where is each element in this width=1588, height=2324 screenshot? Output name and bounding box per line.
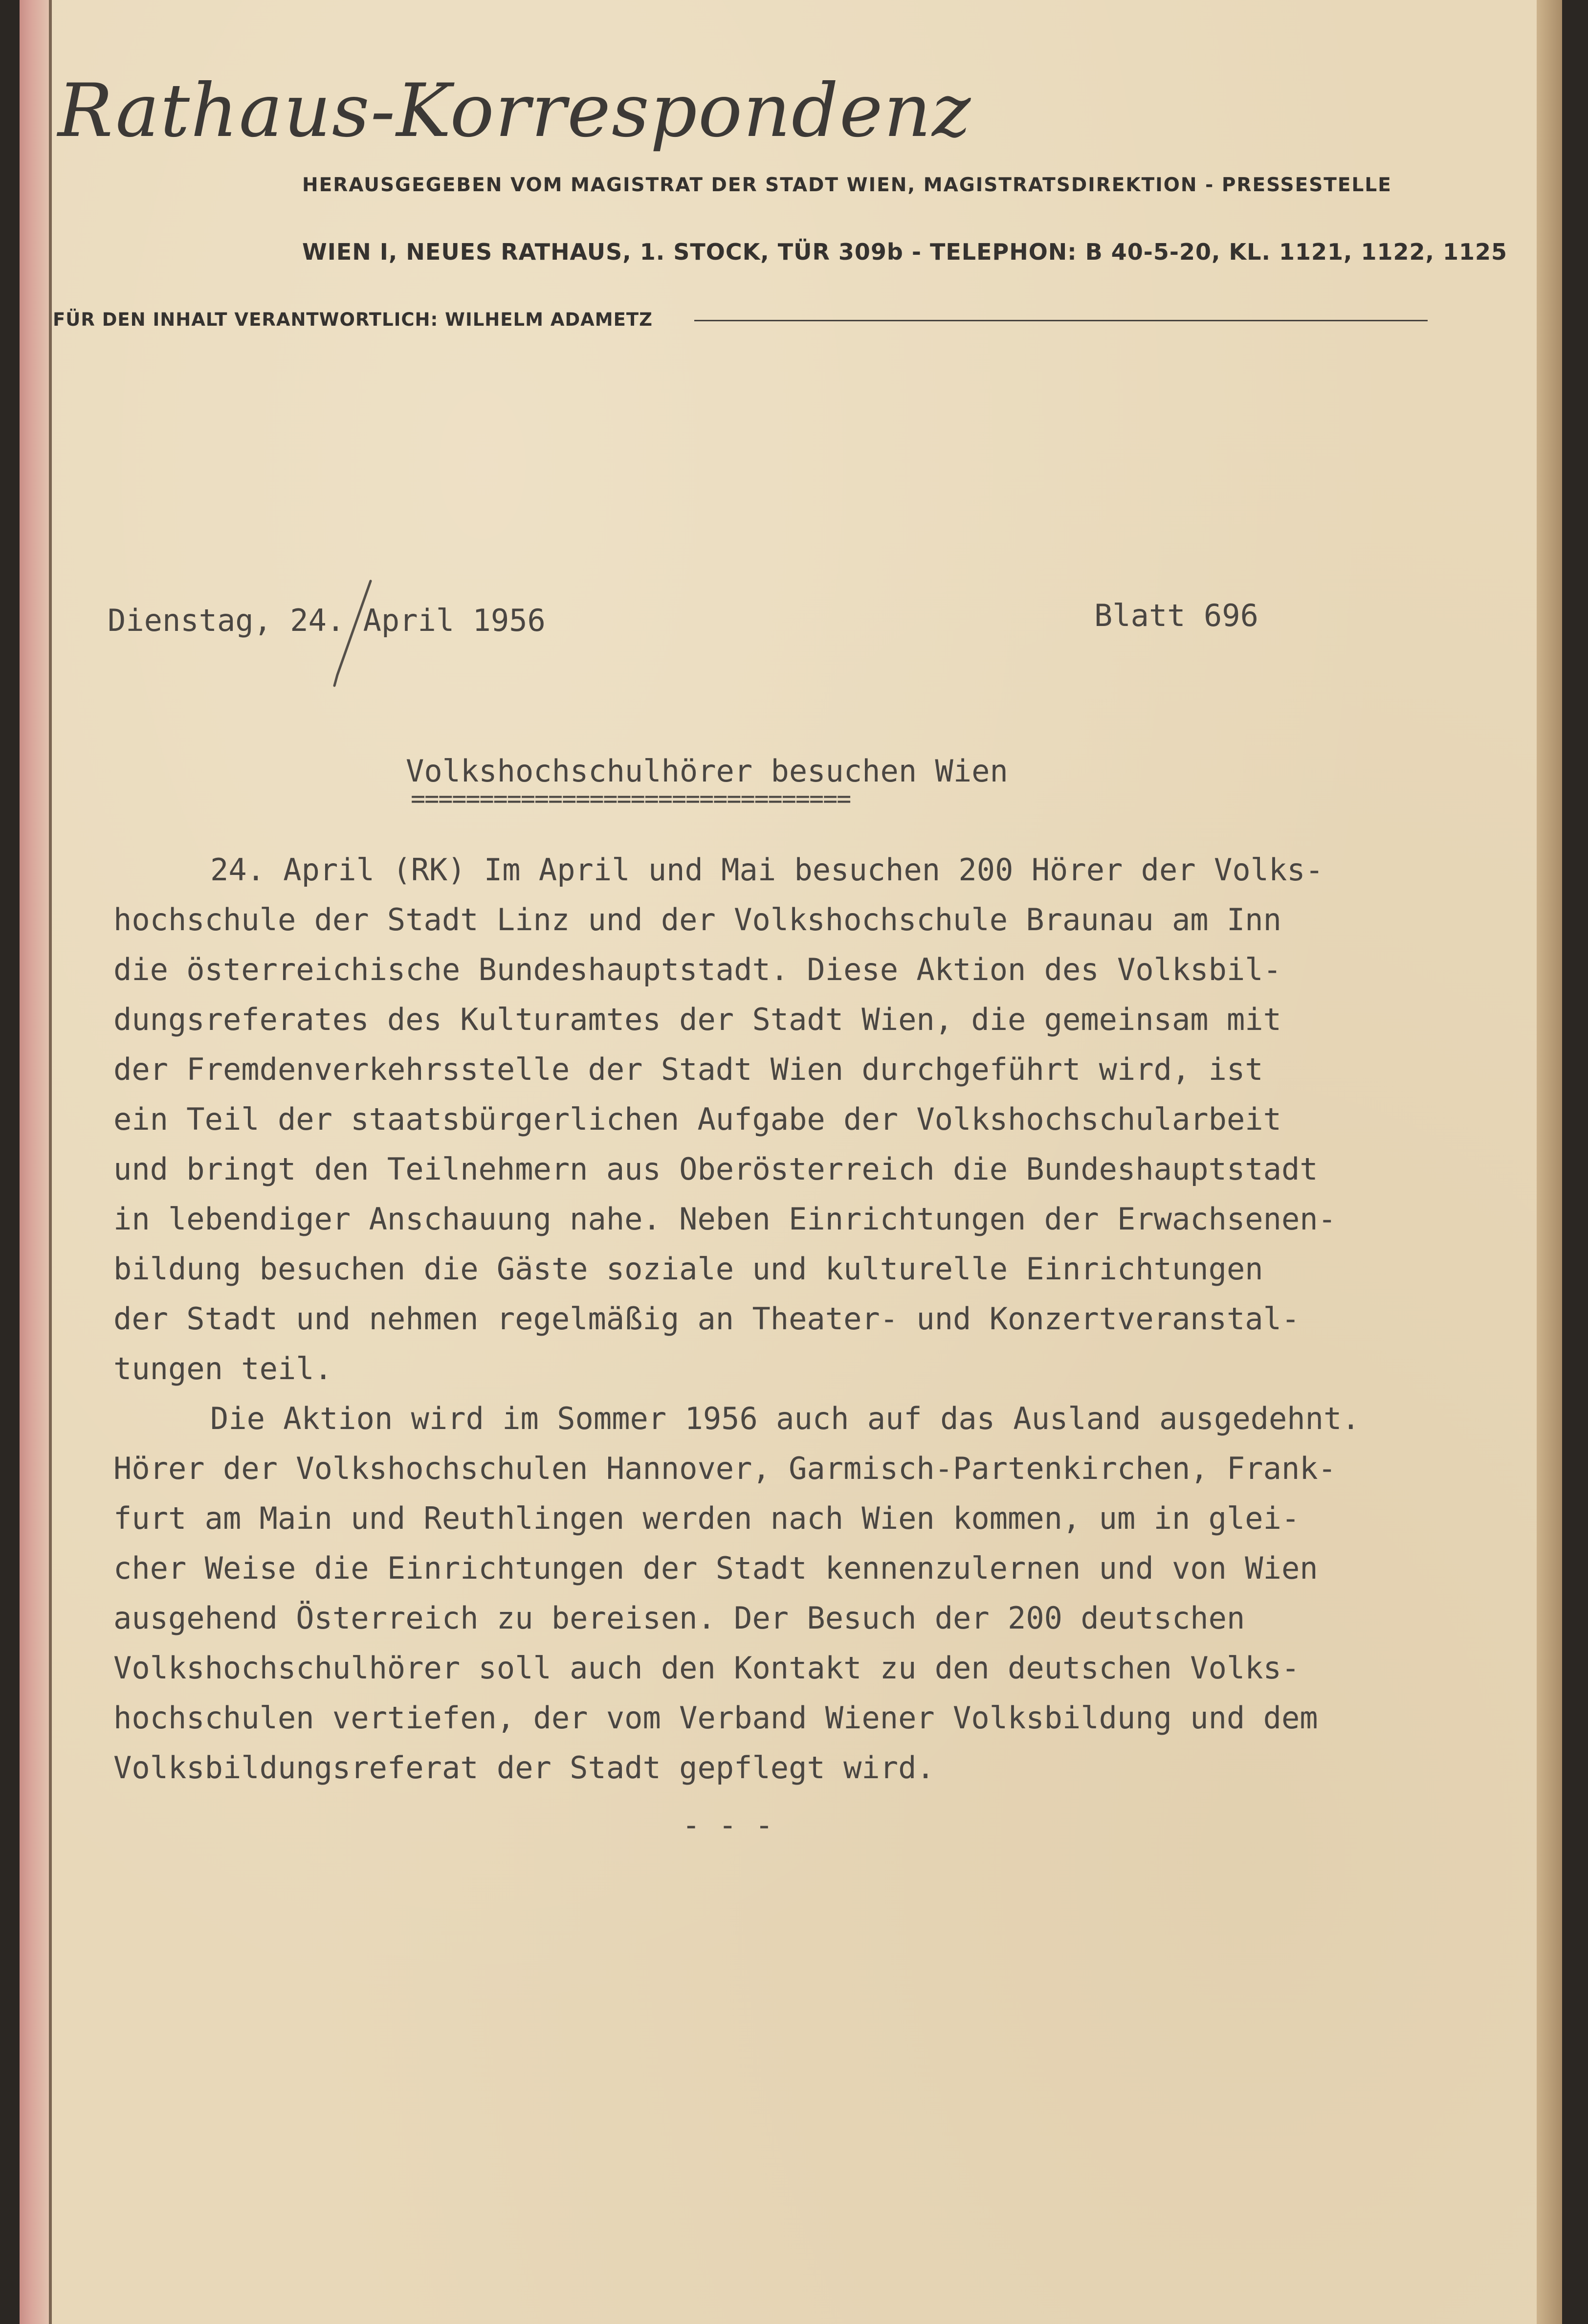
document-page: [20, 0, 1562, 2324]
body-line: furt am Main und Reuthlingen werden nach Wien kommen, um in glei-: [113, 1500, 1300, 1536]
document-date: Dienstag, 24. April 1956: [108, 603, 546, 638]
body-line: dungsreferates des Kulturamtes der Stadt Wien, die gemeinsam mit: [113, 1002, 1281, 1037]
body-line: hochschule der Stadt Linz und der Volkshochschule Braunau am Inn: [113, 902, 1281, 938]
binding-line: [49, 0, 52, 2324]
body-line: und bringt den Teilnehmern aus Oberösterreich die Bundeshauptstadt: [113, 1151, 1318, 1187]
sheet-number: Blatt 696: [1094, 598, 1258, 633]
body-line: Volksbildungsreferat der Stadt gepflegt wird.: [113, 1750, 935, 1786]
handwritten-slash-mark: [328, 577, 376, 690]
masthead-responsible: FÜR DEN INHALT VERANTWORTLICH: WILHELM ADAMETZ: [53, 309, 653, 330]
body-line: bildung besuchen die Gäste soziale und kulturelle Einrichtungen: [113, 1251, 1263, 1287]
body-line: der Fremdenverkehrsstelle der Stadt Wien durchgeführt wird, ist: [113, 1051, 1263, 1087]
page-right-edge: [1537, 0, 1562, 2324]
body-line: ein Teil der staatsbürgerlichen Aufgabe der Volkshochschularbeit: [113, 1101, 1281, 1137]
page-left-edge: [20, 0, 49, 2324]
body-line: Volkshochschulhörer soll auch den Kontakt zu den deutschen Volks-: [113, 1650, 1300, 1686]
body-line: in lebendiger Anschauung nahe. Neben Einrichtungen der Erwachsenen-: [113, 1201, 1336, 1237]
body-line: Hörer der Volkshochschulen Hannover, Garmisch-Partenkirchen, Frank-: [113, 1451, 1336, 1486]
body-line: hochschulen vertiefen, der vom Verband Wiener Volksbildung und dem: [113, 1700, 1318, 1736]
body-line: der Stadt und nehmen regelmäßig an Theater- und Konzertveranstal-: [113, 1301, 1300, 1337]
body-line: cher Weise die Einrichtungen der Stadt kennenzulernen und von Wien: [113, 1550, 1318, 1586]
masthead-publisher: HERAUSGEGEBEN VOM MAGISTRAT DER STADT WIEN, MAGISTRATSDIREKTION - PRESSESTELLE: [302, 174, 1392, 196]
body-line: Die Aktion wird im Sommer 1956 auch auf das Ausland ausgedehnt.: [210, 1401, 1360, 1436]
article-title: Volkshochschulhörer besuchen Wien: [406, 753, 1008, 789]
body-line: ausgehend Österreich zu bereisen. Der Besuch der 200 deutschen: [113, 1600, 1245, 1636]
title-underline: ================================: [411, 784, 851, 813]
masthead-title: Rathaus-Korrespondenz: [58, 68, 972, 154]
masthead-rule: [694, 320, 1428, 321]
body-line: die österreichische Bundeshauptstadt. Diese Aktion des Volksbil-: [113, 952, 1281, 987]
masthead-address: WIEN I, NEUES RATHAUS, 1. STOCK, TÜR 309b - TELEPHON: B 40-5-20, KL. 1121, 1122, 1125: [302, 239, 1508, 265]
body-line: tungen teil.: [113, 1351, 332, 1386]
body-line: 24. April (RK) Im April und Mai besuchen 200 Hörer der Volks-: [210, 852, 1323, 888]
end-mark: - - -: [682, 1807, 773, 1843]
